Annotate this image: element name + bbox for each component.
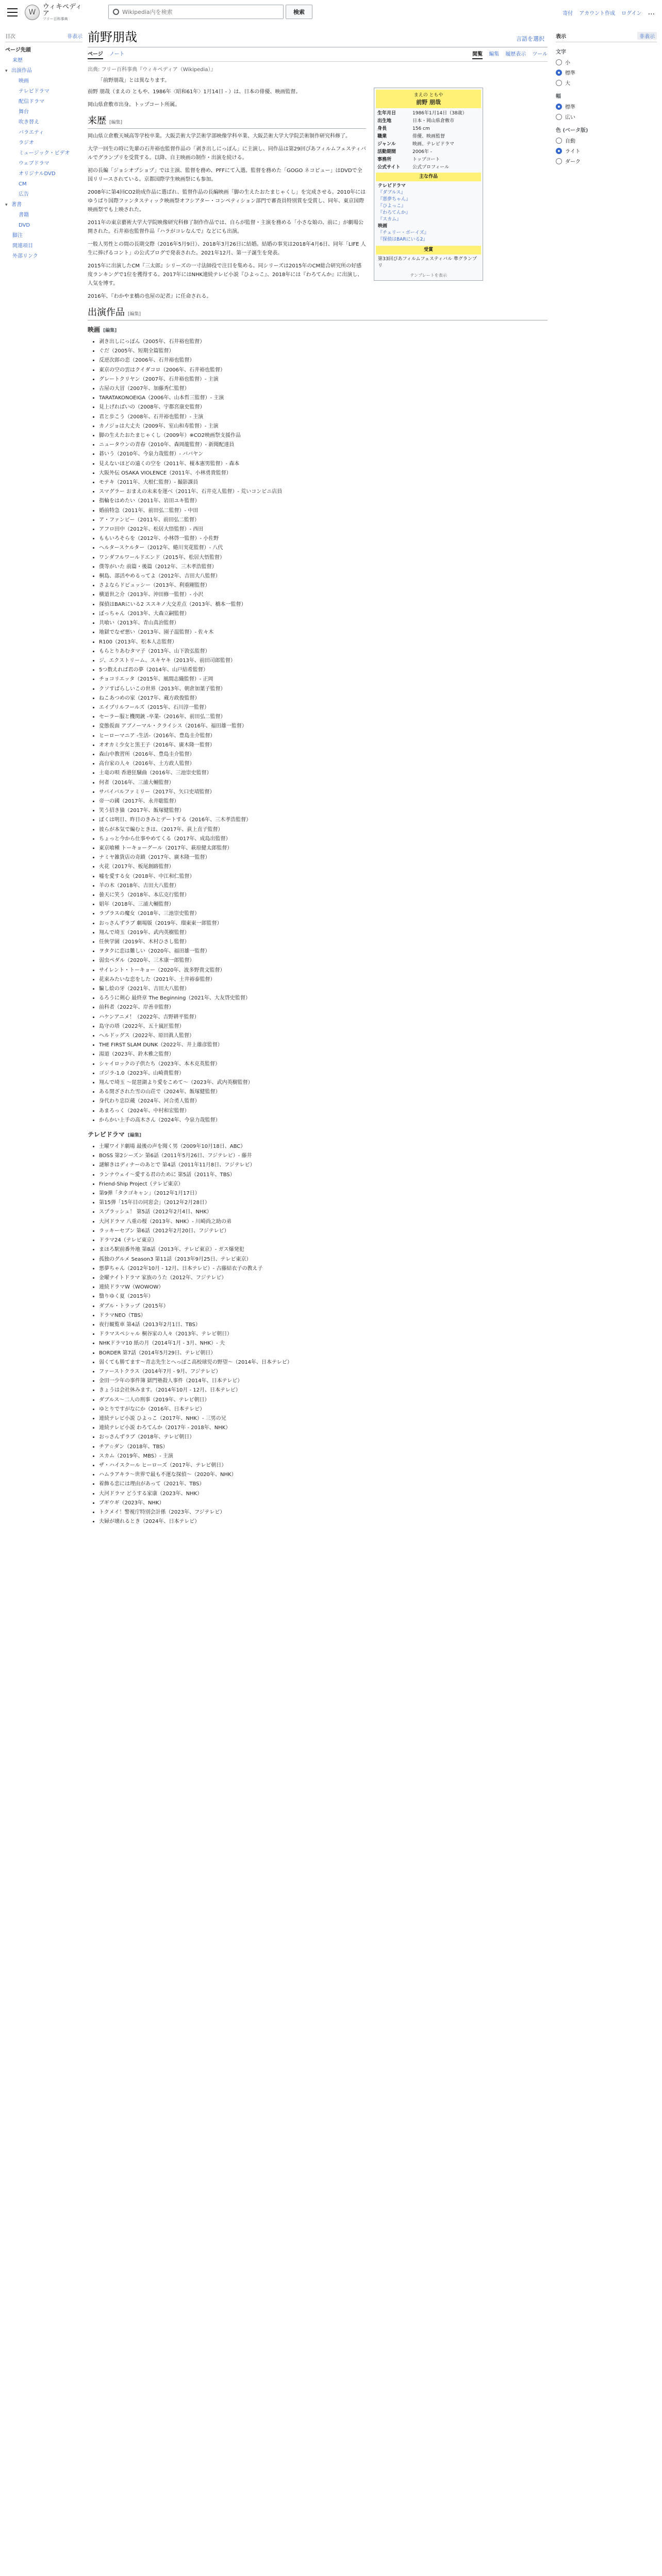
- list-item: • 指輪をはめたい（2011年、岩田ユキ監督）: [99, 497, 548, 506]
- infobox-row: [376, 110, 481, 117]
- toc-item[interactable]: 映画: [19, 78, 29, 84]
- history-paragraph: 2008年に第4回CO2助成作品に選ばれ、監督作品の長編映画「脚の生えたおたまじゃくし」を完成させる。2010年にはゆうばり国際ファンタスティック映画祭オフシアター・コンペティション部門で審査員特別賞を受賞し、同年、東京国際映画祭でも上映された。: [88, 190, 366, 213]
- list-item: • 任俠学園（2019年、木村ひさし監督）: [99, 938, 548, 947]
- list-item: • 悪夢ちゃん（2012年10月 - 12月、日本テレビ）- 古藤結衣子の教え子: [99, 1264, 548, 1274]
- list-item: • 共喰い（2013年、青山真治監督）: [99, 619, 548, 628]
- infobox-value: 日本・岡山県倉敷市: [412, 118, 455, 124]
- width-standard-option[interactable]: [556, 103, 657, 110]
- option-label: 標準: [565, 105, 575, 110]
- list-item: • 古屋の大冒（2007年、加藤秀仁監督）: [99, 384, 548, 394]
- list-item: • ヘルドッグス（2022年、原田眞人監督）: [99, 1031, 548, 1041]
- infobox-label: ジャンル: [377, 142, 396, 147]
- infobox-row: [376, 141, 481, 148]
- list-item: • 金田一少年の事件簿 獄門塾殺人事件（2014年、日本テレビ）: [99, 1377, 548, 1386]
- history-paragraph: 2016年、『わかやま橋の也屋の記者』に任命される。: [88, 294, 212, 299]
- infobox-label: 事務所: [377, 157, 392, 162]
- infobox-label: 活動期間: [377, 149, 396, 155]
- hatnote: 「前野朋哉」とは異なります。: [98, 78, 170, 83]
- works-section: [88, 308, 548, 1527]
- list-item: • ラプラスの魔女（2018年、三池崇史監督）: [99, 909, 548, 919]
- radio-icon[interactable]: [556, 80, 562, 86]
- history-paragraph: 岡山県立倉敷天城高等学校卒業。大阪芸術大学芸術学部映像学科卒業、大阪芸術大学大学院芸術制作研究科修了。: [88, 133, 351, 139]
- main-content: [88, 27, 548, 1527]
- text-large-option[interactable]: [556, 79, 657, 87]
- search-field[interactable]: [108, 5, 284, 19]
- infobox-row: [376, 148, 481, 156]
- intro: [88, 88, 366, 301]
- list-item: • 何者（2016年、三浦大輔監督）: [99, 778, 548, 788]
- option-label: 小: [565, 60, 570, 66]
- width-group: [556, 92, 657, 121]
- infobox-value: 156 cm: [412, 126, 430, 131]
- history-paragraph: 2015年に出演したCM『三太郎』シリーズの一寸法師役で注目を集める。同シリーズは2015年のCM総合研究所の好感度ランキングで1位を獲得する。2017年にはNHK連続テレビ小説『ひよっこ』、2018年には『わろてんか』に出演し、人気を博す。: [88, 263, 363, 286]
- width-wide-option[interactable]: [556, 113, 657, 121]
- list-item: • スプラッシュ！ 第5話（2012年2月4日、NHK）: [99, 1208, 548, 1217]
- color-label: 色 (ベータ版): [556, 128, 588, 133]
- list-item: • きょうは会社休みます。（2014年10月 - 12月、日本テレビ）: [99, 1386, 548, 1395]
- list-item: • 身代わり忠臣蔵（2024年、河合勇人監督）: [99, 1097, 548, 1106]
- infobox-row: [376, 125, 481, 133]
- radio-icon[interactable]: [556, 148, 562, 154]
- radio-icon[interactable]: [556, 59, 562, 65]
- list-item: • サイレント・トーキョー（2020年、波多野貴文監督）: [99, 966, 548, 975]
- list-item: • 花束みたいな恋をした（2021年、土井裕泰監督）: [99, 975, 548, 985]
- edit-link[interactable]: [編集]: [127, 1133, 141, 1139]
- list-item: • 東京喰種 トーキョーグール（2017年、萩原健太郎監督）: [99, 844, 548, 853]
- tab-tools[interactable]: ツール: [532, 52, 548, 57]
- infobox-award-band: 受賞: [376, 246, 481, 255]
- list-item: • R100（2013年、松本人志監督）: [99, 638, 548, 647]
- works-heading: 出演作品: [88, 307, 125, 318]
- color-auto-option[interactable]: [556, 137, 657, 144]
- history-body: [88, 132, 366, 301]
- history-paragraph: 2011年の東京藝術大学大学院映像研究科修了制作作品では、自らが監督・主演を務める「小さな娘の、前に」が劇場公開された。石井裕也監督作品『ハラがコレなんで』などにも出演。: [88, 220, 364, 234]
- appearance-heading: 表示: [556, 34, 566, 40]
- list-item: • TARATAKONOEIGA（2006年、山本哲三監督）- 主演: [99, 394, 548, 403]
- infobox-row: [376, 117, 481, 125]
- list-item: • 孤独のグルメ Season3 第11話（2013年9月25日、テレビ東京）: [99, 1255, 548, 1264]
- list-item: • まほろ駅前番外地 第8話（2013年、テレビ東京）- ガス爆発犯: [99, 1245, 548, 1255]
- tab-read[interactable]: 閲覧: [472, 49, 483, 59]
- list-item: • サバイバルファミリー（2017年、矢口史靖監督）: [99, 788, 548, 797]
- list-item: • ヘルタースケルター（2012年、蜷川実花監督）- 八代: [99, 544, 548, 553]
- film-list: [88, 337, 548, 1125]
- radio-icon[interactable]: [556, 70, 562, 76]
- tab-edit[interactable]: 編集: [489, 52, 500, 57]
- list-item: • 高台家の人々（2016年、土方政人監督）: [99, 759, 548, 769]
- list-item: • 脚の生えたおたまじゃくし（2009年）※CO2映画祭支援作品: [99, 431, 548, 440]
- list-item: • ア・ファンビー（2011年、前田弘二監督）: [99, 516, 548, 525]
- list-item: • エイプリルフールズ（2015年、石川淳一監督）: [99, 703, 548, 713]
- infobox-work-link[interactable]: 『悪夢ちゃん』: [378, 197, 411, 202]
- list-item: • 騙し絵の牙（2021年、吉田大八監督）: [99, 985, 548, 994]
- search-button[interactable]: 検索: [286, 5, 312, 19]
- toc-item[interactable]: 舞台: [19, 109, 29, 115]
- color-dark-option[interactable]: [556, 157, 657, 165]
- toc-item[interactable]: CM: [19, 181, 27, 187]
- list-item: • 地獄でなぜ悪い（2013年、園子温監督）- 佐々木: [99, 628, 548, 637]
- list-item: • ぼっちゃん（2013年、大森立嗣監督）: [99, 609, 548, 619]
- infobox-table: [376, 110, 481, 172]
- infobox-award: 第33回ぴあフィルムフェスティバル 準グランプリ: [378, 257, 477, 268]
- radio-icon[interactable]: [556, 158, 562, 164]
- logo-name: ウィキペディア: [42, 3, 82, 18]
- list-item: • 翳りゆく夏（2015年）: [99, 1292, 548, 1301]
- list-item: • あまろっく（2024年、中村和宏監督）: [99, 1107, 548, 1116]
- edit-link[interactable]: [編集]: [103, 328, 117, 333]
- list-item: • 前科者（2022年、岸善幸監督）: [99, 1003, 548, 1012]
- list-item: • ハムラアキラ〜世界で最も不運な探偵〜（2020年、NHK）: [99, 1470, 548, 1480]
- toc-item[interactable]: 関連項目: [12, 243, 33, 249]
- toc-item[interactable]: オリジナルDVD: [19, 171, 56, 177]
- list-item: • ヒーローマニア -生活-（2016年、豊島圭介監督）: [99, 732, 548, 741]
- history-paragraph: 初の長編「ジョシオプショプ」では主演、監督を務め、PFFにて入選。監督を務めた「GOGO ネコピュー」はDVDで全国リリースされている。京都国際学生映画祭にも参加。: [88, 168, 362, 182]
- radio-icon[interactable]: [556, 138, 562, 144]
- list-item: • 連続ドラマW（WOWOW）: [99, 1283, 548, 1292]
- list-item: • BORDER 第7話（2014年5月29日、テレビ朝日）: [99, 1349, 548, 1358]
- list-item: • ゴジラ-1.0（2023年、山崎貴監督）: [99, 1069, 548, 1078]
- infobox-row: [376, 156, 481, 164]
- list-item: • セーラー服と機関銃 -卒業-（2016年、前田弘二監督）: [99, 713, 548, 722]
- list-item: • シャイロックの子供たち（2023年、本木克英監督）: [99, 1060, 548, 1069]
- infobox-works-label: テレビドラマ: [378, 183, 406, 189]
- list-item: • 碁いう（2010年、今泉力哉監督）- ババヤン: [99, 450, 548, 459]
- list-item: • ブギウギ（2023年、NHK）: [99, 1499, 548, 1508]
- list-item: • 翔んで埼玉 〜琵琶湖より愛をこめて〜（2023年、武内英樹監督）: [99, 1078, 548, 1088]
- infobox-work-link[interactable]: 『スカム』: [378, 217, 402, 222]
- list-item: • アフロ田中（2012年、松居大悟監督）- 西田: [99, 525, 548, 534]
- list-item: • ナミヤ雑貨店の奇蹟（2017年、廣木隆一監督）: [99, 853, 548, 862]
- edit-link[interactable]: [編集]: [128, 312, 141, 317]
- intro-paragraph: 前野 朋哉（まえの ともや、1986年〈昭和61年〉1月14日 - ）は、日本の俳優、映画監督。: [88, 89, 301, 95]
- list-item: • チョコリエッタ（2015年、風間志織監督）- 正岡: [99, 675, 548, 684]
- list-item: • ぼくは明日、昨日のきみとデートする（2016年、三木孝浩監督）: [99, 816, 548, 825]
- list-item: • スカム（2019年、MBS）- 主演: [99, 1452, 548, 1461]
- list-item: • 5つ数えれば君の夢（2014年、山戸結希監督）: [99, 666, 548, 675]
- appearance-panel: [556, 32, 657, 167]
- toc-hide-button[interactable]: 非表示: [67, 34, 82, 40]
- list-item: • オオカミ少女と黒王子（2016年、廣木隆一監督）: [99, 741, 548, 750]
- infobox-value: 俳優、映画監督: [412, 134, 445, 139]
- list-item: • 土曜ワイド劇場 最後の声を聞く男（2009年10月18日、ABC）: [99, 1142, 548, 1151]
- toc-item[interactable]: DVD: [19, 223, 30, 228]
- list-item: • カノジョは大丈夫（2009年、室山和寿監督）- 主演: [99, 422, 548, 431]
- list-item: • 剥き出しにっぽん（2005年、石井裕也監督）: [99, 337, 548, 347]
- list-item: • おっさんずラブ（2018年、テレビ朝日）: [99, 1433, 548, 1442]
- option-label: ダーク: [565, 159, 581, 165]
- option-label: 自動: [565, 139, 575, 144]
- site-header: [0, 0, 662, 25]
- edit-link[interactable]: [編集]: [109, 120, 123, 125]
- infobox-row: [376, 164, 481, 172]
- color-light-option[interactable]: [556, 147, 657, 155]
- list-item: • ジ、エクストリーム、スキヤキ（2013年、前田司郎監督）: [99, 656, 548, 666]
- page-tabs: [88, 49, 548, 62]
- list-item: • 横道世之介（2013年、沖田修一監督）- 小沢: [99, 590, 548, 600]
- list-item: • ちょっと今から仕事やめてくる（2017年、成島出監督）: [99, 835, 548, 844]
- list-item: • 桐島、部活やめるってよ（2012年、吉田大八監督）: [99, 572, 548, 581]
- toc-item[interactable]: 外部リンク: [12, 253, 38, 259]
- toc-item[interactable]: 脚注: [12, 233, 23, 239]
- infobox-label: 出生地: [377, 118, 392, 124]
- list-item: • 変態仮面 アブノーマル・クライシス（2016年、福田雄一監督）: [99, 722, 548, 731]
- list-item: • 羊の木（2018年、吉田大八監督）: [99, 882, 548, 891]
- list-item: • 僕等がいた 前篇・後篇（2012年、三木孝浩監督）: [99, 563, 548, 572]
- list-item: • 金曜ナイトドラマ 家族のうた（2012年、フジテレビ）: [99, 1274, 548, 1283]
- toc-item[interactable]: ラジオ: [19, 140, 34, 146]
- infobox-label: 身長: [377, 126, 387, 131]
- list-item: • モテキ（2011年、大根仁監督）- 撮影課員: [99, 478, 548, 487]
- list-item: • 弱くても勝てます〜青志先生とへっぽこ高校球児の野望〜（2014年、日本テレビ）: [99, 1358, 548, 1367]
- list-item: • ニュータウンの青春（2010年、森岡龍監督）- 新聞配達員: [99, 440, 548, 450]
- language-button[interactable]: 言語を選択: [516, 36, 544, 42]
- toc-item[interactable]: テレビドラマ: [19, 89, 49, 94]
- infobox-reading: まえの ともや: [413, 93, 443, 98]
- toc-item[interactable]: ▾ 出演作品: [5, 66, 82, 76]
- infobox-label: 職業: [377, 134, 387, 139]
- logo-tagline: フリー百科事典: [42, 16, 68, 21]
- toc-item[interactable]: 書籍: [19, 212, 29, 218]
- list-item: • 東京の空の雲はクイダコロ（2006年、石井裕也監督）: [99, 366, 548, 375]
- donate-link[interactable]: 寄付: [562, 10, 573, 16]
- list-item: • 翔んで埼玉（2019年、武内英樹監督）: [99, 928, 548, 938]
- history-section: [88, 116, 366, 301]
- intro-paragraph: 岡山県倉敷市出身。トップコート所属。: [88, 102, 180, 108]
- list-item: • ドラマNEO（TBS）: [99, 1311, 548, 1320]
- main-menu-icon[interactable]: [6, 7, 19, 18]
- list-item: • ダブルス〜二人の刑事（2019年、テレビ朝日）: [99, 1396, 548, 1405]
- film-heading: 映画: [88, 326, 101, 333]
- list-item: • トクメイ！警視庁特別会計係（2023年、フジテレビ）: [99, 1508, 548, 1517]
- list-item: • 火花（2017年、板尾創路監督）: [99, 862, 548, 872]
- infobox-label: 公式サイト: [377, 165, 401, 170]
- tab-article[interactable]: ページ: [88, 49, 103, 59]
- toc-item[interactable]: ウェブドラマ: [19, 161, 49, 166]
- radio-icon[interactable]: [556, 114, 562, 120]
- infobox-work-link[interactable]: 『ひよっこ』: [378, 204, 406, 209]
- option-label: 広い: [565, 115, 575, 121]
- list-item: • からかい上手の高木さん（2024年、今泉力哉監督）: [99, 1116, 548, 1125]
- list-item: • 第15弾「15年目の同窓会」（2012年2月28日）: [99, 1198, 548, 1208]
- infobox-work-link[interactable]: 『わろてんか』: [378, 210, 410, 215]
- list-item: • ザ・ハイスクール ヒーローズ（2017年、テレビ朝日）: [99, 1461, 548, 1470]
- infobox-name: 前野 朋哉: [416, 99, 441, 106]
- list-item: • さよならドビュッシー（2013年、利重剛監督）: [99, 581, 548, 590]
- infobox-works: [376, 181, 481, 245]
- list-item: • 反逆次郎の恋（2006年、石井裕也監督）: [99, 356, 548, 365]
- list-item: • ドラマスペシャル 桐谷家の人々（2013年、テレビ朝日）: [99, 1330, 548, 1339]
- infobox-value: 1986年1月14日（38歳）: [412, 111, 467, 116]
- list-item: • 帝一の國（2017年、永井聡監督）: [99, 797, 548, 806]
- list-item: • 土竜の唄 香港狂騒曲（2016年、三池崇史監督）: [99, 769, 548, 778]
- list-item: • 婚前特急（2011年、前田弘二監督）- 中田: [99, 506, 548, 516]
- toc-item[interactable]: ページ先頭: [5, 47, 31, 53]
- list-item: • グレートクリヤン（2007年、石井裕也監督）- 主演: [99, 375, 548, 384]
- list-item: • 謎解きはディナーのあとで 第4話（2011年11月8日、フジテレビ）: [99, 1161, 548, 1170]
- list-item: • 連続テレビ小説 わろてんか（2017年 - 2018年、NHK）: [99, 1423, 548, 1433]
- list-item: • 夜行観覧車 第4話（2013年2月1日、TBS）: [99, 1320, 548, 1330]
- infobox-label: 生年月日: [377, 111, 396, 116]
- list-item: • 島守の塔（2022年、五十嵐匠監督）: [99, 1022, 548, 1031]
- list-item: • 第9弾「タクゴキャン」（2012年1月17日）: [99, 1189, 548, 1198]
- list-item: • ランナウェイ〜愛する君のために 第5話（2011年、TBS）: [99, 1171, 548, 1180]
- infobox-value: トップコート: [412, 157, 440, 162]
- tab-history[interactable]: 履歴表示: [505, 52, 526, 57]
- toc-item[interactable]: 広告: [19, 192, 29, 197]
- list-item: • ハケンアニメ！（2022年、吉野耕平監督）: [99, 1013, 548, 1022]
- template-link[interactable]: テンプレートを表示: [410, 273, 447, 278]
- width-label: 幅: [556, 94, 561, 99]
- list-item: • THE FIRST SLAM DUNK（2022年、井上雄彦監督）: [99, 1041, 548, 1050]
- history-heading: 来歴: [88, 115, 106, 126]
- text-size-label: 文字: [556, 49, 566, 55]
- list-item: • チア☆ダン（2018年、TBS）: [99, 1443, 548, 1452]
- list-item: • ダブル・トラップ（2015年）: [99, 1302, 548, 1311]
- list-item: • BOSS 第2シーズン 第6話（2011年5月26日、フジテレビ）- 藤井: [99, 1151, 548, 1161]
- table-of-contents: [5, 32, 82, 262]
- list-item: • 連続テレビ小説 ひよっこ（2017年、NHK）- 三男の兄: [99, 1414, 548, 1423]
- tv-heading: テレビドラマ: [88, 1131, 125, 1139]
- toc-header: 目次: [5, 34, 15, 40]
- color-group: [556, 126, 657, 165]
- radio-icon[interactable]: [556, 104, 562, 110]
- list-item: • ドラマ24（テレビ東京）: [99, 1236, 548, 1245]
- list-item: • 笑う招き猫（2017年、飯塚健監督）: [99, 806, 548, 816]
- list-item: • ある閉ざされた雪の山荘で（2024年、飯塚健監督）: [99, 1088, 548, 1097]
- list-item: • クソすばらしいこの世界（2013年、朝倉加葉子監督）: [99, 685, 548, 694]
- toc-item[interactable]: 来歴: [12, 58, 23, 63]
- infobox-value: 公式プロフィール: [412, 165, 450, 170]
- text-standard-option[interactable]: [556, 69, 657, 76]
- toc-item[interactable]: ミュージック・ビデオ: [19, 150, 70, 156]
- list-item: • 彼らが本気で編むときは、（2017年、荻上直子監督）: [99, 825, 548, 835]
- tv-list: [88, 1142, 548, 1527]
- option-label: 大: [565, 81, 570, 87]
- list-item: • 君と歩こう（2008年、石井裕也監督）- 主演: [99, 413, 548, 422]
- wikipedia-logo[interactable]: [25, 3, 87, 22]
- globe-icon: W: [25, 5, 40, 20]
- list-item: • スマグラー おまえの未来を運べ（2011年、石井克人監督）- 荒いコンビニ店員: [99, 487, 548, 497]
- history-paragraph: 一般人男性との間の長期交際（2016年5月9日）、2018年3月26日に結婚。結婚の事実は2018年4月6日、同年「LIFE 人生に捧げるコント」の公式ブログで発表された。2021年12月、第一子誕生を発表。: [88, 242, 366, 256]
- list-item: • ねこあつめの家（2017年、蔵方政俊監督）: [99, 694, 548, 703]
- list-item: • ぐだ（2005年、短期全篇監督）: [99, 347, 548, 356]
- list-item: • ワンダフルワールドエンド（2015年、松居大悟監督）: [99, 553, 548, 563]
- history-paragraph: 大学一回生の時に先輩の石井裕也監督作品の「剥き出しにっぽん」に主演し、同作品は第29回ぴあフィルムフェスティバルでグランプリを受賞する。以降、自主映画の制作・出演を続ける。: [88, 146, 366, 161]
- list-item: • 娼年（2018年、三浦大輔監督）: [99, 900, 548, 909]
- list-item: • 着飾る恋には理由があって（2021年、TBS）: [99, 1480, 548, 1489]
- infobox-work-link[interactable]: 『チェリー・ボーイズ』: [378, 230, 429, 235]
- search-input[interactable]: [122, 9, 283, 15]
- tab-talk[interactable]: ノート: [109, 52, 125, 57]
- search-icon: [113, 9, 119, 15]
- appearance-hide-button[interactable]: 非表示: [637, 32, 657, 40]
- toc-item[interactable]: 配信ドラマ: [19, 99, 44, 105]
- list-item: • 森山中教習所（2016年、豊島圭介監督）: [99, 750, 548, 759]
- list-item: • ファーストクラス（2014年7月 - 9月、フジテレビ）: [99, 1367, 548, 1377]
- list-item: • 大阪外伝 OSAKA VIOLENCE（2011年、小林勇貴監督）: [99, 469, 548, 478]
- list-item: • 大河ドラマ 八重の桜（2013年、NHK）- 川崎尚之助の弟: [99, 1217, 548, 1227]
- infobox-works-band: 主な作品: [376, 173, 481, 181]
- text-small-option[interactable]: [556, 58, 657, 66]
- list-item: • ラッキーセブン 第6話（2012年2月20日、フジテレビ）: [99, 1227, 548, 1236]
- list-item: • 湯道（2023年、鈴木雅之監督）: [99, 1050, 548, 1059]
- login-link[interactable]: ログイン: [621, 10, 642, 16]
- list-item: • 夫婦が壊れるとき（2024年、日本テレビ）: [99, 1517, 548, 1527]
- list-item: • おっさんずラブ 劇場版（2019年、瑠東東一郎監督）: [99, 919, 548, 928]
- infobox: [374, 88, 483, 281]
- list-item: • 弱虫ペダル（2020年、三木康一郎監督）: [99, 956, 548, 965]
- text-size-group: [556, 47, 657, 87]
- tagline: 出典: フリー百科事典『ウィキペディア（Wikipedia）』: [88, 67, 216, 73]
- infobox-work-link[interactable]: 『ダブルス』: [378, 190, 406, 195]
- list-item: • ももいろそらを（2012年、小林啓一監督）- 小佐野: [99, 534, 548, 544]
- infobox-works-label: 映画: [378, 224, 388, 229]
- list-item: • Friend-Ship Project（テレビ東京）: [99, 1180, 548, 1189]
- option-label: 標準: [565, 71, 575, 76]
- list-item: • 見上げればいの（2008年、宇都宮康史監督）: [99, 403, 548, 412]
- list-item: • ヲタクに恋は難しい（2020年、福田雄一監督）: [99, 947, 548, 956]
- page-title: 前野朋哉: [88, 30, 137, 44]
- list-item: • ゆとりですがなにか（2016年、日本テレビ）: [99, 1405, 548, 1414]
- toc-item[interactable]: バラエティ: [19, 130, 44, 135]
- list-item: • もらとりあむタマ子（2013年、山下敦弘監督）: [99, 647, 548, 656]
- toc-item[interactable]: ▾ 著書: [5, 200, 82, 210]
- more-icon[interactable]: ...: [648, 8, 655, 16]
- infobox-value: 2006年 -: [412, 149, 433, 155]
- list-item: • 曇天に笑う（2018年、本広克行監督）: [99, 891, 548, 900]
- list-item: • るろうに剣心 最終章 The Beginning（2021年、大友啓史監督）: [99, 994, 548, 1003]
- infobox-work-link[interactable]: 『探偵はBARにいる2』: [378, 237, 428, 242]
- article-body: [88, 88, 548, 1527]
- toc-list: [5, 45, 82, 262]
- toc-item[interactable]: 吹き替え: [19, 120, 39, 125]
- infobox-value: 映画、テレビドラマ: [412, 142, 454, 147]
- list-item: • 探偵はBARにいる2 ススキノ大交差点（2013年、橋本一監督）: [99, 600, 548, 609]
- infobox-row: [376, 133, 481, 141]
- list-item: • 嘘を愛する女（2018年、中江和仁監督）: [99, 872, 548, 882]
- user-links: [562, 8, 655, 16]
- list-item: • NHKドラマ10 紙の月（2014年1月 - 3月、NHK）- 夫: [99, 1339, 548, 1348]
- list-item: • 見えないほどの遠くの空を（2011年、榎本憲男監督）- 森本: [99, 460, 548, 469]
- create-account-link[interactable]: アカウント作成: [579, 10, 616, 16]
- option-label: ライト: [565, 149, 581, 155]
- list-item: • 大河ドラマ どうする家康（2023年、NHK）: [99, 1489, 548, 1499]
